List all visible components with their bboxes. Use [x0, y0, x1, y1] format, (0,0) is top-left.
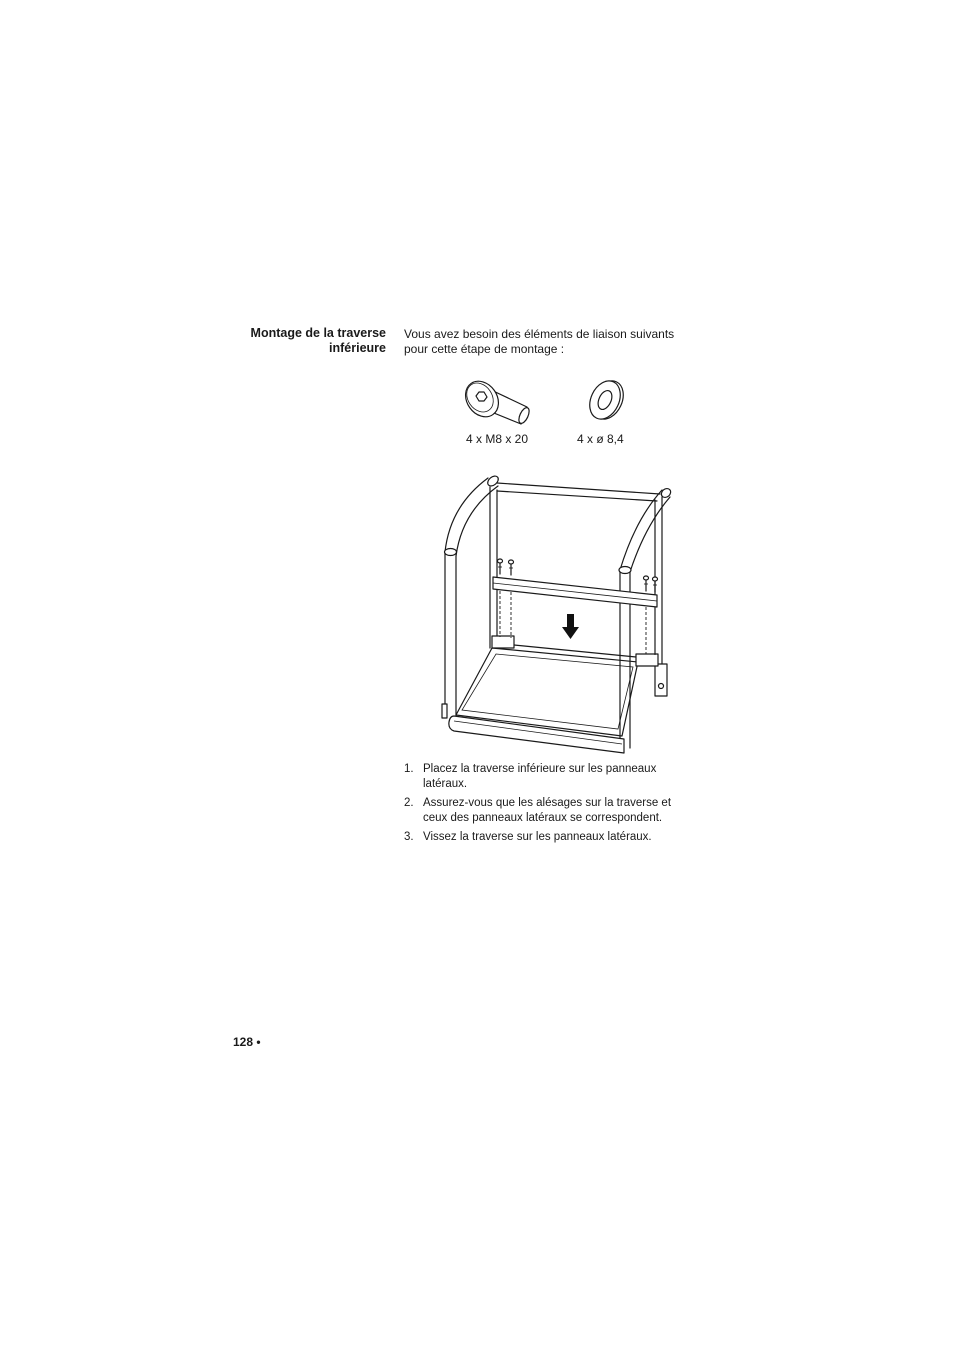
screw-icon: [644, 576, 649, 591]
screw-icon: [509, 560, 514, 575]
step-text-line: latéraux.: [423, 777, 468, 790]
down-arrow-icon: [562, 614, 579, 639]
step-text-line: Vissez la traverse sur les panneaux latéraux.: [423, 831, 652, 843]
intro-paragraph: [404, 327, 674, 357]
step-number: 1.: [404, 763, 414, 775]
bolt-icon: [460, 376, 535, 430]
washer-icon: [586, 376, 630, 424]
screw-icon: [498, 559, 503, 574]
washer-quantity-label: 4 x ø 8,4: [577, 432, 624, 446]
bolt-quantity-label: 4 x M8 x 20: [466, 432, 529, 446]
assembly-illustration: [435, 468, 675, 763]
list-item: [404, 762, 704, 791]
step-text-line: Assurez-vous que les alésages sur la traverse et: [423, 797, 672, 809]
intro-line: pour cette étape de montage :: [404, 342, 565, 356]
screw-icon: [653, 577, 658, 592]
step-text-line: ceux des panneaux latéraux se correspondent.: [423, 811, 663, 824]
step-number: 3.: [404, 831, 414, 843]
instruction-steps: [404, 762, 704, 850]
section-title: [180, 326, 386, 356]
list-item: [404, 796, 704, 825]
intro-line: Vous avez besoin des éléments de liaison suivants: [404, 327, 675, 341]
lower-crossbar: [493, 577, 657, 607]
step-text-line: Placez la traverse inférieure sur les panneaux: [423, 763, 657, 775]
section-title-line: Montage de la traverse: [250, 326, 386, 340]
step-number: 2.: [404, 797, 414, 809]
page-number: 128 •: [233, 1035, 261, 1049]
section-title-line: inférieure: [329, 341, 386, 355]
list-item: [404, 830, 704, 845]
back-top-rail: [497, 483, 660, 501]
